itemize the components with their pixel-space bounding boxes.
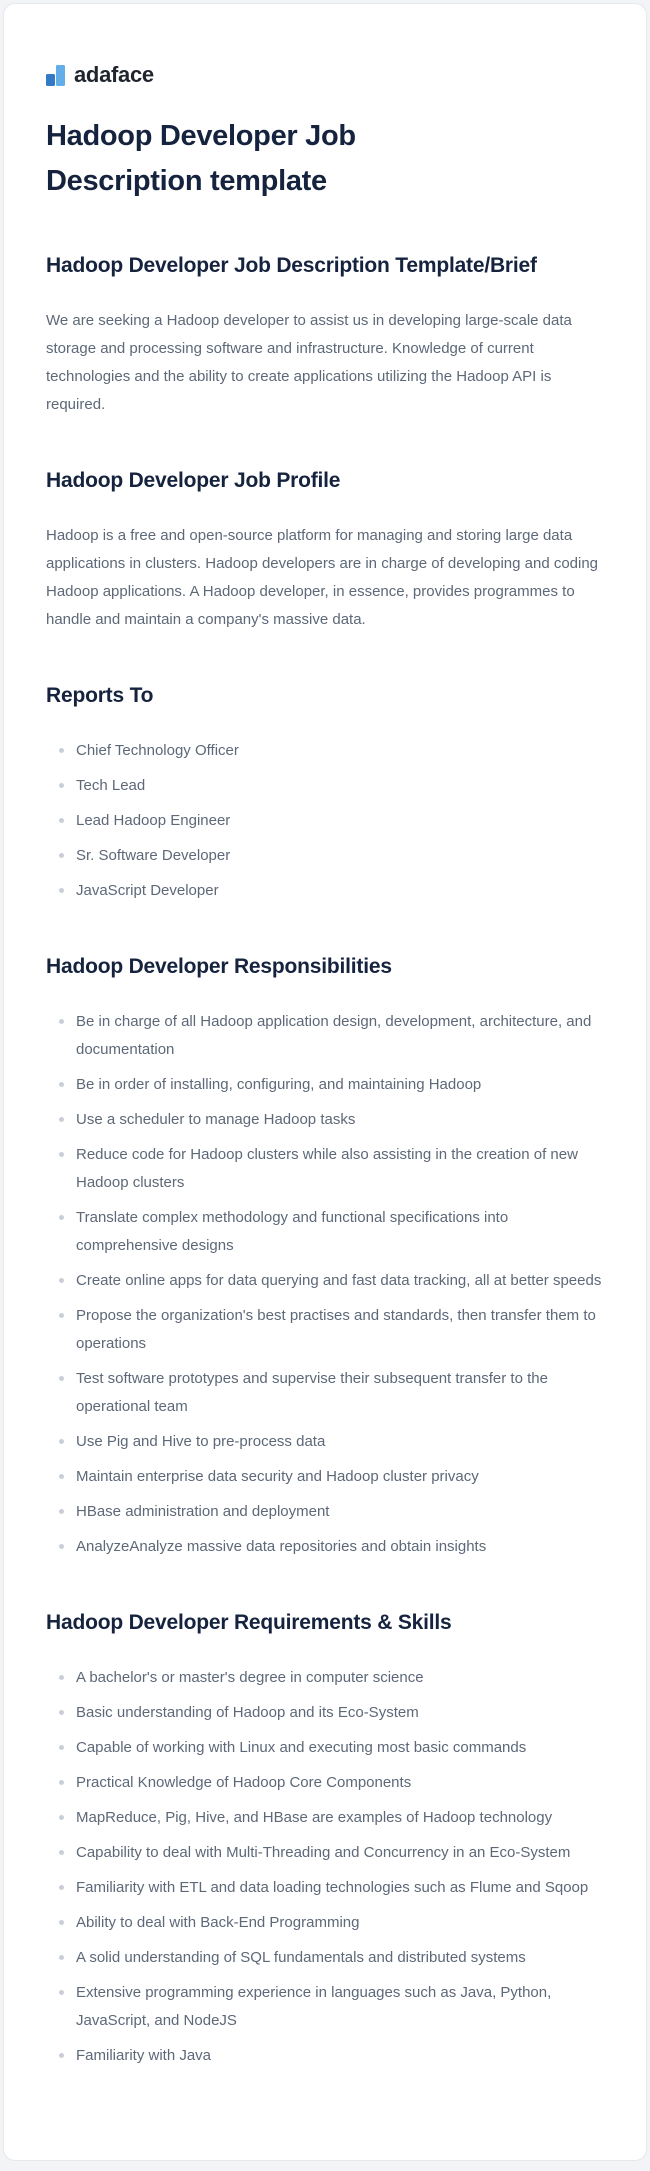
adaface-logo-icon: [46, 65, 65, 86]
list-item: Basic understanding of Hadoop and its Eco-System: [46, 1699, 604, 1727]
brand-header[interactable]: [46, 62, 154, 88]
responsibilities-list: [46, 1008, 604, 1561]
list-item: Tech Lead: [46, 772, 604, 800]
list-item: Sr. Software Developer: [46, 842, 604, 870]
section-heading-profile: Hadoop Developer Job Profile: [46, 469, 341, 492]
section-paragraph-profile: Hadoop is a free and open-source platform for managing and storing large data applications in clusters. Hadoop developers are in charge of developing and coding Hadoop applications. A Hadoop developer, in essence, provides programmes to handle and maintain a company's massive data.: [46, 527, 599, 628]
page-title: Hadoop Developer Job Description template: [46, 120, 356, 197]
reports-to-list: [46, 737, 604, 905]
list-item: Propose the organization's best practises and standards, then transfer them to operations: [46, 1302, 604, 1358]
list-item: Be in order of installing, configuring, and maintaining Hadoop: [46, 1071, 604, 1099]
job-description-card: [3, 3, 647, 2161]
list-item: Familiarity with ETL and data loading technologies such as Flume and Sqoop: [46, 1874, 604, 1902]
list-item: Use Pig and Hive to pre-process data: [46, 1428, 604, 1456]
list-item: Familiarity with Java: [46, 2042, 604, 2070]
brand-name: adaface: [74, 62, 154, 87]
section-paragraph-brief: We are seeking a Hadoop developer to assist us in developing large-scale data storage and processing software and infrastructure. Knowledge of current technologies and the ability to create applications utilizing the Hadoop API is required.: [46, 312, 572, 413]
list-item: Capability to deal with Multi-Threading and Concurrency in an Eco-System: [46, 1839, 604, 1867]
list-item: AnalyzeAnalyze massive data repositories and obtain insights: [46, 1533, 604, 1561]
list-item: Be in charge of all Hadoop application design, development, architecture, and documentation: [46, 1008, 604, 1064]
list-item: Reduce code for Hadoop clusters while also assisting in the creation of new Hadoop clusters: [46, 1141, 604, 1197]
section-heading-responsibilities: Hadoop Developer Responsibilities: [46, 955, 392, 978]
list-item: A bachelor's or master's degree in computer science: [46, 1664, 604, 1692]
logo-bar-right: [56, 65, 65, 86]
list-item: Practical Knowledge of Hadoop Core Components: [46, 1769, 604, 1797]
list-item: Use a scheduler to manage Hadoop tasks: [46, 1106, 604, 1134]
list-item: Test software prototypes and supervise their subsequent transfer to the operational team: [46, 1365, 604, 1421]
sections-container: [46, 250, 604, 2070]
list-item: HBase administration and deployment: [46, 1498, 604, 1526]
list-item: Extensive programming experience in languages such as Java, Python, JavaScript, and NodeJS: [46, 1979, 604, 2035]
logo-bar-left: [46, 74, 55, 86]
list-item: Translate complex methodology and functional specifications into comprehensive designs: [46, 1204, 604, 1260]
list-item: JavaScript Developer: [46, 877, 604, 905]
section-heading-brief: Hadoop Developer Job Description Template/Brief: [46, 254, 537, 277]
requirements-list: [46, 1664, 604, 2070]
list-item: MapReduce, Pig, Hive, and HBase are examples of Hadoop technology: [46, 1804, 604, 1832]
section-heading-reports-to: Reports To: [46, 684, 154, 707]
list-item: Capable of working with Linux and executing most basic commands: [46, 1734, 604, 1762]
list-item: Maintain enterprise data security and Hadoop cluster privacy: [46, 1463, 604, 1491]
list-item: A solid understanding of SQL fundamentals and distributed systems: [46, 1944, 604, 1972]
section-heading-requirements: Hadoop Developer Requirements & Skills: [46, 1611, 452, 1634]
list-item: Ability to deal with Back-End Programming: [46, 1909, 604, 1937]
list-item: Create online apps for data querying and fast data tracking, all at better speeds: [46, 1267, 604, 1295]
list-item: Lead Hadoop Engineer: [46, 807, 604, 835]
list-item: Chief Technology Officer: [46, 737, 604, 765]
